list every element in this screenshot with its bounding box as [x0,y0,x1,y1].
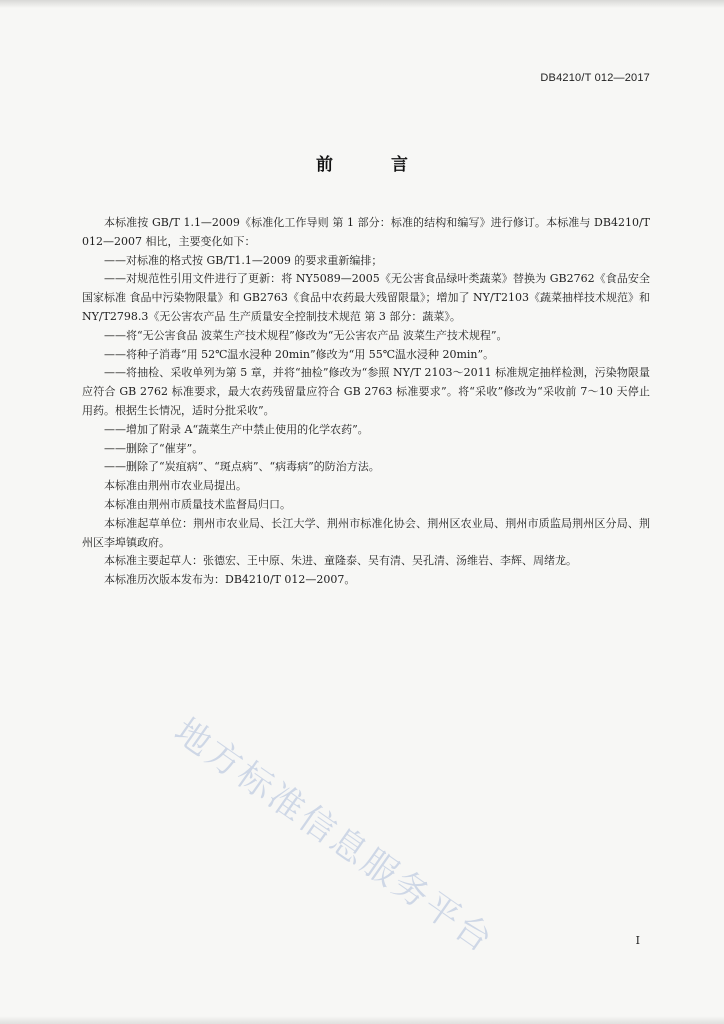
paragraph-change-title: ——将“无公害食品 波菜生产技术规程”修改为“无公害农产品 波菜生产技术规程”。 [104,328,508,342]
page-title: 前 言 [316,155,434,175]
paragraph-change-seed-disinfection: ——将种子消毒“用 52℃温水浸种 20min”修改为“用 55℃温水浸种 20min”。 [104,347,495,361]
scan-edge-bottom [0,1016,724,1024]
paragraph-administrator: 本标准由荆州市质量技术监督局归口。 [104,497,291,511]
paragraph-revision-basis: 本标准按 GB/T 1.1—2009《标准化工作导则 第 1 部分：标准的结构和编写》进行修订。本标准与 DB4210/T012—2007 相比，主要变化如下： [82,216,650,248]
watermark: 地方标准信息服务平台 [166,711,502,962]
page-number: I [635,934,640,947]
paragraph-proposer: 本标准由荆州市农业局提出。 [104,479,247,493]
paragraph-change-references: ——对规范性引用文件进行了更新：将 NY5089—2005《无公害食品绿叶类蔬菜》替换为 GB2762《食品安全国家标准 食品中污染物限量》和 GB2763《食品中农药最大残留限量》；增加了 NY/T2103《蔬菜抽样技术规范》和 NY/T2798.3《无公害农产品 生产质量安全控制技术规范 第 3 部分：蔬菜》。 [82,272,650,323]
document-id: DB4210/T 012—2017 [540,72,650,84]
paragraph-drafting-units: 本标准起草单位：荆州市农业局、长江大学、荆州市标准化协会、荆州区农业局、荆州市质监局荆州区分局、荆州区李埠镇政府。 [82,516,650,549]
paragraph-change-appendix: ——增加了附录 A“蔬菜生产中禁止使用的化学农药”。 [104,422,369,436]
scan-edge-top [0,0,724,8]
foreword-body [82,214,650,590]
paragraph-drafters: 本标准主要起草人：张德宏、王中原、朱进、童隆泰、吴有清、吴孔清、汤维岩、李辉、周绪龙。 [104,554,577,568]
paragraph-change-remove-germination: ——删除了“催芽”。 [104,441,204,455]
paragraph-change-inspection-harvest: ——将抽检、采收单列为第 5 章，并将“抽检”修改为“参照 NY/T 2103～2011 标准规定抽样检测，污染物限量应符合 GB 2762 标准要求，最大农药残留量应符合 GB 2763 标准要求”。将“采收”修改为“采收前 7～10 天停止用药。根据生长情况，适时分批采收”。 [82,366,650,417]
paragraph-change-format: ——对标准的格式按 GB/T1.1—2009 的要求重新编排； [104,253,383,267]
paragraph-previous-versions: 本标准历次版本发布为：DB4210/T 012—2007。 [104,573,356,587]
paragraph-change-remove-diseases: ——删除了“炭疽病”、“斑点病”、“病毒病”的防治方法。 [104,460,380,474]
